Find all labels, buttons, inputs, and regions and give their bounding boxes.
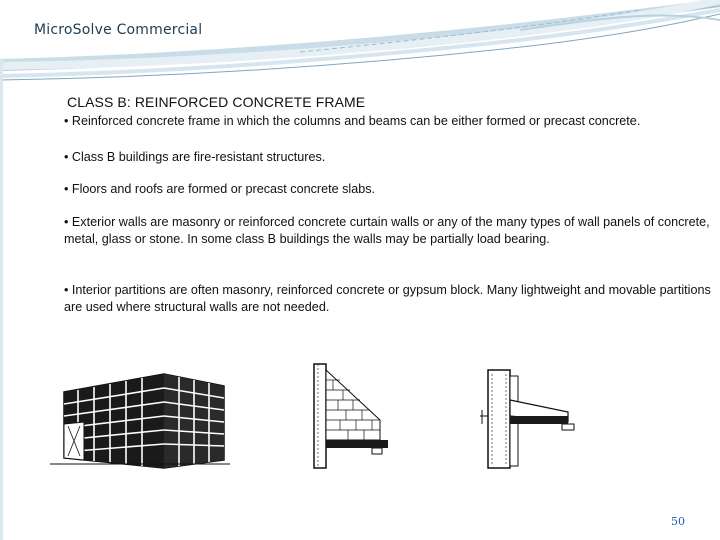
bullet-interior-partitions: • Interior partitions are often masonry, reinforced concrete or gypsum block. Many lightweight and movable partitions are used where structural walls are not needed. (64, 283, 711, 314)
bullet-frame: • Reinforced concrete frame in which the columns and beams can be either formed or precast concrete. (64, 114, 641, 128)
bullet-fire-resistant: • Class B buildings are fire-resistant structures. (64, 150, 326, 164)
header-swoosh-decoration (0, 0, 720, 90)
building-frame-illustration (44, 364, 234, 470)
bullet-exterior-walls: • Exterior walls are masonry or reinforced concrete curtain walls or any of the many types of wall panels of concrete, metal, glass or stone. In some class B buildings the walls may be partially load bearing. (64, 215, 710, 246)
brand-title: MicroSolve Commercial (34, 22, 203, 38)
left-accent-rule (0, 60, 3, 540)
masonry-wall-section-illustration (300, 360, 396, 470)
column-beam-joint-illustration (478, 366, 580, 470)
page-number: 50 (671, 515, 685, 528)
slide-title: CLASS B: REINFORCED CONCRETE FRAME (67, 94, 366, 110)
bullet-floors-roofs: • Floors and roofs are formed or precast concrete slabs. (64, 182, 375, 196)
